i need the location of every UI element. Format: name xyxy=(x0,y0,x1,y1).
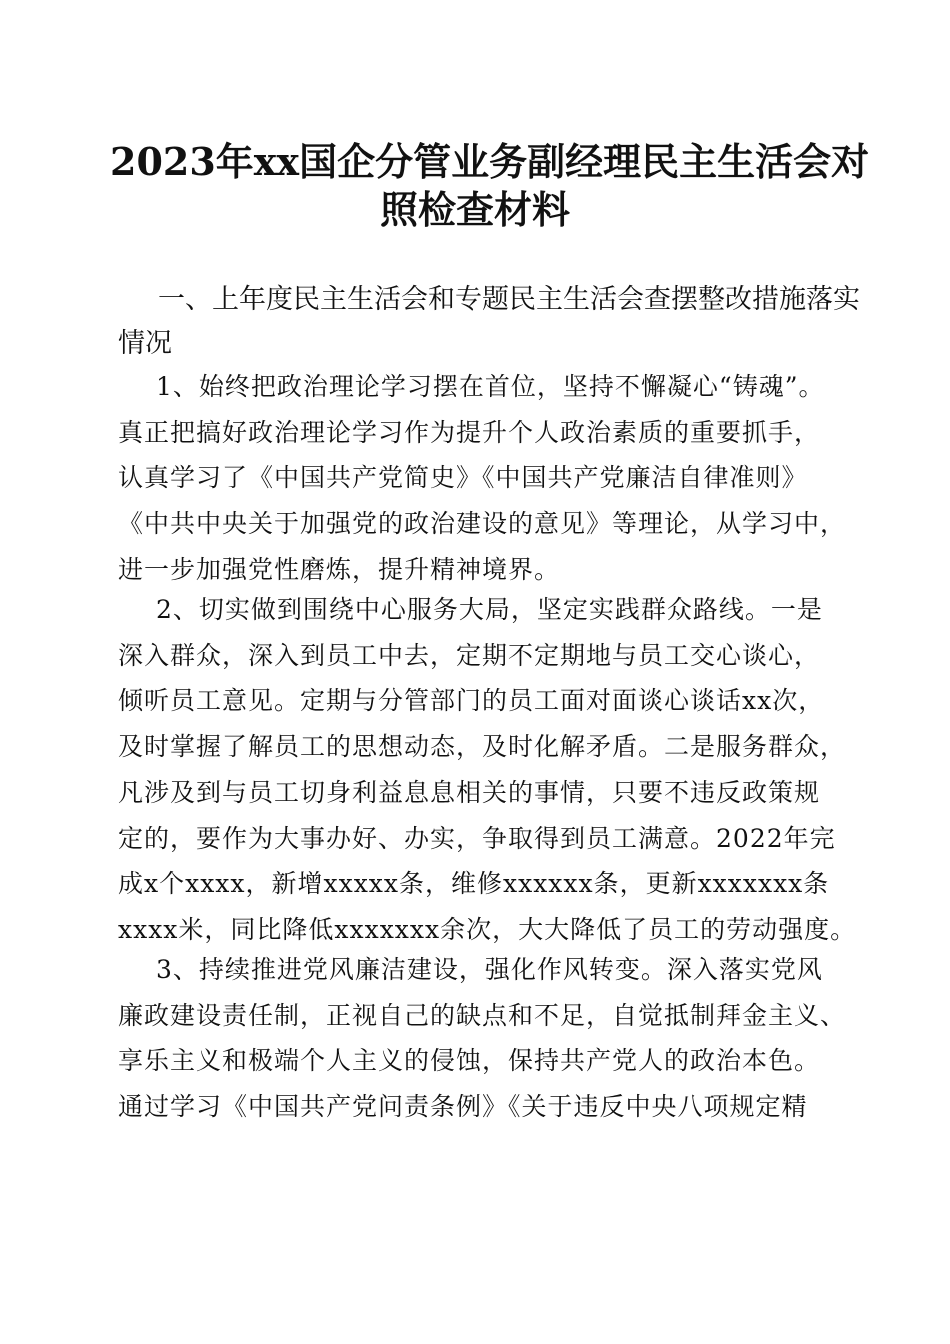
title-line: 照检查材料 xyxy=(379,187,570,232)
paragraph-line: 3、持续推进党风廉洁建设，强化作风转变。深入落实党风 xyxy=(156,955,823,984)
paragraph-2 xyxy=(118,587,857,953)
document-title xyxy=(110,138,870,234)
paragraph-line: 及时掌握了解员工的思想动态，及时化解矛盾。二是服务群众， xyxy=(118,732,847,762)
paragraph-line: 定的，要作为大事办好、办实，争取得到员工满意。2022年完 xyxy=(118,823,836,853)
paragraph-line: 享乐主义和极端个人主义的侵蚀，保持共产党人的政治本色。 xyxy=(118,1046,821,1076)
paragraph-line: 倾听员工意见。定期与分管部门的员工面对面谈心谈话xx次， xyxy=(118,686,825,716)
heading-line: 情况 xyxy=(118,328,172,359)
paragraph-line: 2、切实做到围绕中心服务大局，坚定实践群众路线。一是 xyxy=(156,595,823,624)
paragraph-line: 认真学习了《中国共产党简史》《中国共产党廉洁自律准则》 xyxy=(118,463,808,493)
paragraph-line: 通过学习《中国共产党问责条例》《关于违反中央八项规定精 xyxy=(118,1092,808,1122)
paragraph-line: 进一步加强党性磨炼，提升精神境界。 xyxy=(118,554,561,584)
paragraph-line: 成x个xxxx，新增xxxxx条，维修xxxxxx条，更新xxxxxxx条 xyxy=(118,869,830,899)
paragraph-3 xyxy=(118,947,848,1130)
paragraph-line: 凡涉及到与员工切身利益息息相关的事情，只要不违反政策规 xyxy=(118,777,821,807)
paragraph-line: 深入群众，深入到员工中去，定期不定期地与员工交心谈心， xyxy=(118,640,821,670)
paragraph-line: 廉政建设责任制，正视自己的缺点和不足，自觉抵制拜金主义、 xyxy=(118,1000,847,1030)
paragraph-1 xyxy=(118,364,848,593)
heading-line: 一、上年度民主生活会和专题民主生活会查摆整改措施落实 xyxy=(158,284,860,315)
paragraph-line: 《中共中央关于加强党的政治建设的意见》等理论，从学习中， xyxy=(118,509,847,539)
paragraph-line: 1、始终把政治理论学习摆在首位，坚持不懈凝心“铸魂”。 xyxy=(156,372,825,401)
paragraph-line: xxxx米，同比降低xxxxxxx余次，大大降低了员工的劳动强度。 xyxy=(118,914,857,944)
section-heading xyxy=(118,278,860,366)
title-line: 2023年xx国企分管业务副经理民主生活会对 xyxy=(110,139,870,184)
paragraph-line: 真正把搞好政治理论学习作为提升个人政治素质的重要抓手， xyxy=(118,417,821,447)
